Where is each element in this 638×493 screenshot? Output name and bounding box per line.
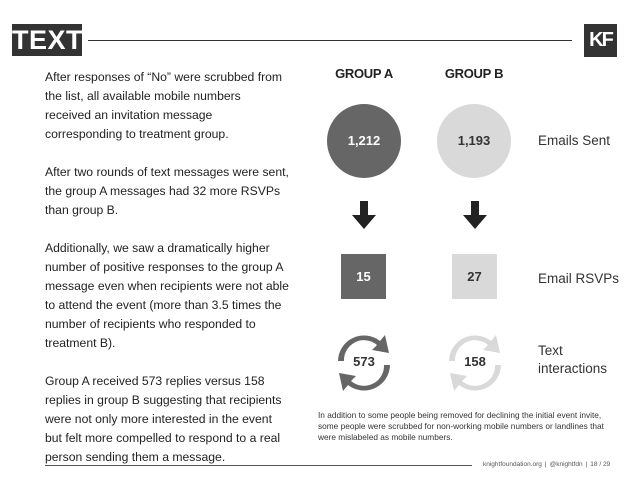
footer-handle: @knightfdn [549,461,583,468]
group-b-email-rsvps-box: 27 [452,254,497,299]
group-a-text-interactions: 573 [353,354,375,369]
group-a-emails-sent-circle: 1,212 [327,104,401,178]
text-interactions-label-line: Text [538,343,563,358]
email-rsvps-label: Email RSVPs [538,271,620,286]
knight-foundation-logo: KF [584,24,617,57]
footer-divider [45,465,472,466]
page-title: TEXT [12,25,84,55]
down-arrow-icon [463,201,487,229]
emails-sent-label: Emails Sent [538,133,611,148]
footnote: In addition to some people being removed for declining the initial event invite, some people were scrubbed for non-working mobile numbers or landlines that were mislabeled as mobile numbers. [318,410,604,442]
body-paragraph: After two rounds of text messages were sent, the group A messages had 32 more RSVPs than group B. [45,165,289,217]
body-text [45,68,290,486]
title-divider [88,40,572,41]
text-interactions-label [538,342,607,378]
footer-site-link[interactable]: knightfoundation.org [483,461,542,468]
down-arrow-icon [352,201,376,229]
page-number: 18 / 29 [590,461,611,468]
group-b-text-interactions: 158 [464,354,486,369]
group-a-email-rsvps-box: 15 [341,254,386,299]
group-a-header: GROUP A [335,66,393,81]
body-paragraph: After responses of “No” were scrubbed from the list, all available mobile numbers received an invitation message corresponding to treatment group. [45,70,283,141]
body-paragraph: Additionally, we saw a dramatically higher number of positive responses to the group A message even when recipients were not able to attend the event (more than 3.5 times the number of recipients who responded to treatment B). [45,241,289,350]
text-interactions-label-line: interactions [538,361,608,376]
group-b-header: GROUP B [444,66,504,81]
body-paragraph: Group A received 573 replies versus 158 replies in group B suggesting that recipients were not only more interested in the event but felt more compelled to respond to a real person sending them a message. [45,374,282,464]
footer: knightfoundation.org | @knightfdn | 18 / 29 [483,461,611,468]
group-b-emails-sent-circle: 1,193 [437,104,511,178]
